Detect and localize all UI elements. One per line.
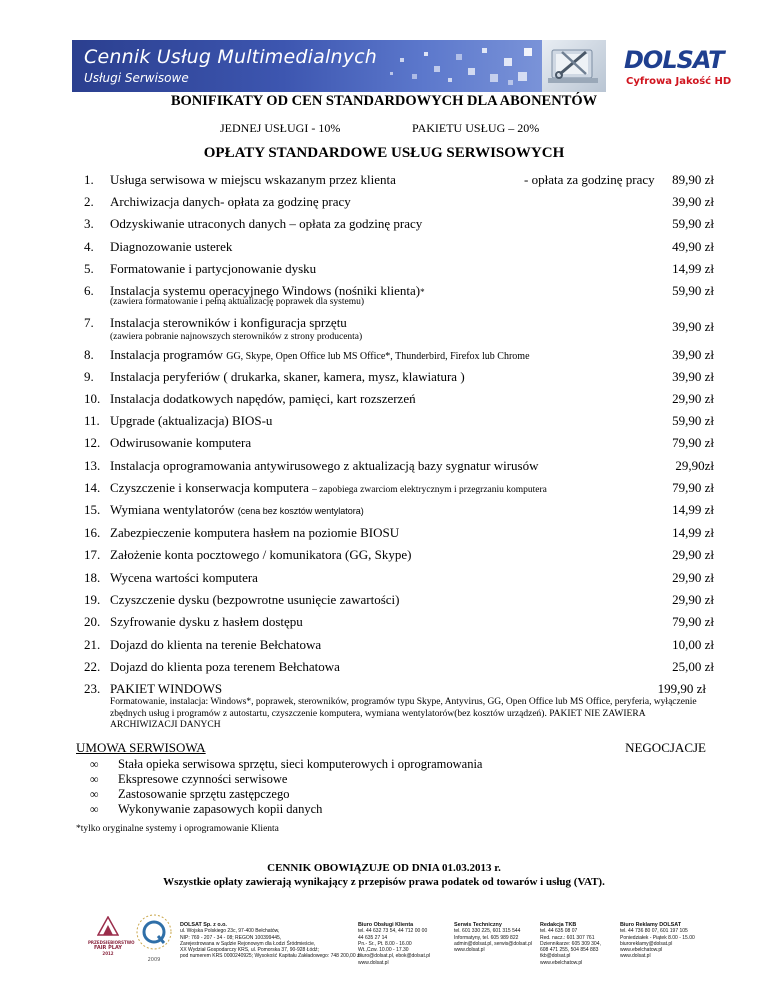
contact-line: www.ebelchatow.pl bbox=[540, 959, 583, 966]
quality-q-icon bbox=[134, 912, 174, 952]
infinity-bullet-icon: ∞ bbox=[90, 802, 99, 816]
service-price: 39,90 zł bbox=[672, 319, 714, 334]
tech-service-title: Serwis Techniczny bbox=[454, 922, 502, 928]
service-detail: (cena bez kosztów wentylatora) bbox=[237, 506, 364, 516]
service-number: 16. bbox=[84, 525, 101, 540]
service-price: 59,90 zł bbox=[672, 413, 714, 428]
service-name: Dojazd do klienta na terenie Bełchatowa bbox=[110, 637, 322, 652]
contact-line: www.dolsat.pl bbox=[358, 959, 389, 966]
contact-line: biuro@dolsat.pl, ebok@dolsat.pl bbox=[358, 953, 431, 960]
logo-tagline: Cyfrowa Jakość HD bbox=[626, 76, 732, 87]
contact-line: Wt.,Czw. 10.00 - 17.30 bbox=[358, 947, 409, 954]
logo-wordmark: DOLSAT bbox=[624, 46, 724, 74]
contact-line: www.ebelchatow.pl bbox=[620, 947, 663, 954]
company-line: Zarejestrowana w Sądzie Rejonowym dla Łodzi Śródmieście, bbox=[180, 940, 316, 947]
service-price: 79,90 zł bbox=[672, 480, 714, 495]
ads-office-title: Biuro Reklamy DOLSAT bbox=[620, 922, 682, 928]
contact-line: tel. 44 635 08 07 bbox=[540, 928, 578, 935]
footnote: *tylko oryginalne systemy i oprogramowanie Klienta bbox=[76, 824, 279, 834]
list-item-text: Stała opieka serwisowa sprzętu, sieci komputerowych i oprogramowania bbox=[118, 757, 483, 771]
service-price: 59,90 zł bbox=[672, 283, 714, 298]
contact-line: tel. 44 736 80 07, 601 197 105 bbox=[620, 928, 688, 935]
company-logo bbox=[606, 40, 732, 92]
contact-line: Informatyny, tel. 605 989 822 bbox=[454, 934, 519, 941]
service-price: 79,90 zł bbox=[672, 435, 714, 450]
banner-title: Cennik Usług Multimedialnych bbox=[84, 46, 378, 68]
contact-line: tel. 601 330 225, 601 315 544 bbox=[454, 928, 521, 935]
service-contract-title: UMOWA SERWISOWA bbox=[76, 740, 206, 755]
service-name: Diagnozowanie usterek bbox=[110, 239, 233, 254]
company-line: XX Wydział Gospodarczy KRS, ul. Pomorska 37, 90-928 Łódź; bbox=[180, 947, 319, 954]
service-number: 2. bbox=[84, 194, 94, 209]
service-number: 9. bbox=[84, 369, 94, 384]
infinity-bullet-icon: ∞ bbox=[90, 772, 99, 786]
editorial-contact bbox=[540, 922, 601, 966]
service-price: 59,90 zł bbox=[672, 216, 714, 231]
header-banner bbox=[72, 40, 732, 92]
service-name: Czyszczenie i konserwacja komputera bbox=[110, 480, 309, 495]
service-number: 18. bbox=[84, 570, 101, 585]
company-line: NIP: 769 - 207 - 34 - 08; REGON 100399445, bbox=[180, 934, 282, 941]
list-item-text: Zastosowanie sprzętu zastępczego bbox=[118, 787, 290, 801]
company-name: DOLSAT Sp. z o.o. bbox=[180, 922, 227, 928]
list-item-text: Wykonywanie zapasowych kopii danych bbox=[118, 802, 323, 816]
service-number: 10. bbox=[84, 391, 101, 406]
contact-line: Pn.- Sr., Pt. 8.00 - 16.00 bbox=[358, 940, 412, 947]
standard-fees-heading: OPŁATY STANDARDOWE USŁUG SERWISOWYCH bbox=[203, 145, 565, 161]
list-item bbox=[90, 802, 482, 817]
service-price: 29,90 zł bbox=[672, 391, 714, 406]
tools-laptop-image bbox=[542, 40, 606, 92]
service-name: Szyfrowanie dysku z hasłem dostępu bbox=[110, 614, 303, 629]
company-line: pod numerem KRS 0000240925; Wysokość Kapitału Zakładowego: 748 200,00 zł bbox=[180, 953, 361, 960]
banner-subtitle: Usługi Serwisowe bbox=[84, 71, 189, 85]
list-item bbox=[90, 772, 482, 787]
list-item bbox=[90, 757, 482, 772]
wrench-screwdriver-icon bbox=[542, 40, 606, 92]
service-asterisk: * bbox=[420, 287, 425, 297]
contact-line: Dziennikarze: 605 309 304, bbox=[540, 940, 601, 947]
service-number: 5. bbox=[84, 261, 94, 276]
service-price: 79,90 zł bbox=[672, 614, 714, 629]
service-name: Instalacja peryferiów ( drukarka, skaner, kamera, mysz, klawiatura ) bbox=[110, 369, 465, 384]
contact-line: biuroreklamy@dolsat.pl bbox=[620, 940, 673, 947]
service-price: 10,00 zł bbox=[672, 637, 714, 652]
infinity-bullet-icon: ∞ bbox=[90, 787, 99, 801]
footer bbox=[88, 912, 720, 974]
service-number: 7. bbox=[84, 315, 94, 330]
service-name: Instalacja programów bbox=[110, 347, 223, 362]
discounts-heading: BONIFIKATY OD CEN STANDARDOWYCH DLA ABONENTÓW bbox=[170, 93, 598, 109]
contact-line: admin@dolsat.pl, serwis@dolsat.pl bbox=[454, 940, 532, 947]
price-list-validity: CENNIK OBOWIĄZUJE OD DNIA 01.03.2013 r. bbox=[267, 862, 501, 874]
service-number: 19. bbox=[84, 592, 101, 607]
service-price: 29,90zł bbox=[675, 458, 714, 473]
service-price: 14,99 zł bbox=[672, 502, 714, 517]
service-detail: GG, Skype, Open Office lub MS Office*, Thunderbird, Firefox lub Chrome bbox=[226, 351, 530, 362]
service-price: 14,99 zł bbox=[672, 261, 714, 276]
service-name: Odzyskiwanie utraconych danych – opłata za godzinę pracy bbox=[110, 216, 423, 231]
service-name: Archiwizacja danych- opłata za godzinę pracy bbox=[110, 194, 351, 209]
service-number: 15. bbox=[84, 502, 101, 517]
service-number: 1. bbox=[84, 172, 94, 187]
fair-play-caption: FAIR PLAY bbox=[93, 945, 123, 951]
service-note: (zawiera formatowanie i pełną aktualizację poprawek dla systemu) bbox=[110, 297, 365, 307]
contact-line: tkb@dolsat.pl bbox=[540, 953, 571, 960]
client-office-title: Biuro Obsługi Klienta bbox=[358, 922, 414, 928]
service-number: 22. bbox=[84, 659, 101, 674]
service-price: 39,90 zł bbox=[672, 194, 714, 209]
fair-play-caption-top: PRZEDSIĘBIORSTWO bbox=[88, 940, 135, 945]
service-name: Instalacja oprogramowania antywirusowego z aktualizacją bazy sygnatur wirusów bbox=[110, 458, 539, 473]
service-name-wrap bbox=[110, 480, 547, 496]
service-price: 14,99 zł bbox=[672, 525, 714, 540]
ads-office-contact bbox=[620, 922, 695, 960]
quality-year: 2009 bbox=[147, 957, 161, 963]
service-name: Formatowanie i partycjonowanie dysku bbox=[110, 261, 317, 276]
service-per-hour-note: - opłata za godzinę pracy bbox=[524, 172, 655, 187]
service-number: 8. bbox=[84, 347, 94, 362]
service-price: 89,90 zł bbox=[672, 172, 714, 187]
tech-service-contact bbox=[454, 922, 532, 953]
contact-line: www.dolsat.pl bbox=[620, 953, 651, 960]
contact-line: Red. nacz.: 601 307 761 bbox=[540, 934, 595, 941]
service-name: Instalacja sterowników i konfiguracja sprzętu bbox=[110, 315, 347, 330]
infinity-bullet-icon: ∞ bbox=[90, 757, 99, 771]
service-price: 49,90 zł bbox=[672, 239, 714, 254]
company-details bbox=[180, 922, 361, 960]
fair-play-emblem-icon bbox=[97, 916, 119, 936]
contact-line: 44 635 27 14 bbox=[358, 934, 388, 941]
service-number: 21. bbox=[84, 637, 101, 652]
service-name: Czyszczenie dysku (bezpowrotne usunięcie zawartości) bbox=[110, 592, 400, 607]
service-number: 14. bbox=[84, 480, 101, 495]
service-number: 20. bbox=[84, 614, 101, 629]
quality-award-logo bbox=[134, 912, 174, 963]
negotiation-label: NEGOCJACJE bbox=[625, 740, 706, 755]
service-name: Usługa serwisowa w miejscu wskazanym przez klienta bbox=[110, 172, 396, 187]
service-name-wrap bbox=[110, 502, 364, 518]
service-price: 29,90 zł bbox=[672, 570, 714, 585]
list-item bbox=[90, 787, 482, 802]
service-name: Instalacja systemu operacyjnego Windows (nośniki klienta) bbox=[110, 283, 421, 298]
company-line: ul. Wojska Polskiego 23c, 97-400 Bełchatów, bbox=[180, 928, 280, 935]
service-number: 13. bbox=[84, 458, 101, 473]
contract-benefits-list bbox=[90, 757, 482, 817]
service-name: Instalacja dodatkowych napędów, pamięci, kart rozszerzeń bbox=[110, 391, 416, 406]
pixel-pattern-decoration bbox=[386, 44, 536, 88]
service-price: 39,90 zł bbox=[672, 369, 714, 384]
service-price: 25,00 zł bbox=[672, 659, 714, 674]
service-name-wrap bbox=[110, 347, 530, 363]
contact-line: 608 471 255, 504 854 883 bbox=[540, 947, 599, 954]
service-name: Odwirusowanie komputera bbox=[110, 435, 252, 450]
service-price: 39,90 zł bbox=[672, 347, 714, 362]
service-number: 4. bbox=[84, 239, 94, 254]
service-number: 12. bbox=[84, 435, 101, 450]
contact-line: www.dolsat.pl bbox=[454, 947, 485, 954]
service-name: PAKIET WINDOWS bbox=[110, 681, 223, 696]
service-number: 11. bbox=[84, 413, 100, 428]
service-price: 29,90 zł bbox=[672, 547, 714, 562]
fair-play-logo bbox=[88, 916, 135, 956]
service-number: 3. bbox=[84, 216, 94, 231]
banner-title-panel bbox=[72, 40, 542, 92]
client-office-contact bbox=[358, 922, 430, 966]
service-name: Dojazd do klienta poza terenem Bełchatowa bbox=[110, 659, 340, 674]
service-name: Upgrade (aktualizacja) BIOS-u bbox=[110, 413, 273, 428]
fair-play-year: 2012 bbox=[102, 951, 114, 956]
service-name: Wymiana wentylatorów bbox=[110, 502, 235, 517]
service-price: 199,90 zł bbox=[657, 681, 706, 696]
service-description: Formatowanie, instalacja: Windows*, poprawek, sterowników, programów typu Skype, Antyvirus, GG, Open Office lub MS Office, peryferia, wyłączenie zbędnych usług i programów z autostartu, czyszczenie komputera, wymiana wentylatorów(bez kosztów urządzeń). PAKIET NIE ZAWIERA ARCHIWIZACJI DANYCH bbox=[110, 697, 697, 730]
service-number: 23. bbox=[84, 681, 101, 696]
service-name: Założenie konta pocztowego / komunikatora (GG, Skype) bbox=[110, 547, 412, 562]
tax-note: Wszystkie opłaty zawierają wynikający z przepisów prawa podatek od towarów i usług (VAT). bbox=[163, 876, 605, 888]
discount-service-package: PAKIETU USŁUG – 20% bbox=[412, 121, 540, 135]
contact-line: Poniedziałek - Piątek 8.00 - 15.00 bbox=[620, 934, 695, 941]
contact-line: tel. 44 632 73 54, 44 712 00 00 bbox=[358, 928, 428, 935]
service-note: (zawiera pobranie najnowszych sterowników z strony producenta) bbox=[110, 332, 363, 342]
service-number: 6. bbox=[84, 283, 94, 298]
service-name: Zabezpieczenie komputera hasłem na poziomie BIOSU bbox=[110, 525, 400, 540]
list-item-text: Ekspresowe czynności serwisowe bbox=[118, 772, 288, 786]
service-name: Wycena wartości komputera bbox=[110, 570, 258, 585]
editorial-title: Redakcja TKB bbox=[540, 922, 577, 928]
service-number: 17. bbox=[84, 547, 101, 562]
service-price: 29,90 zł bbox=[672, 592, 714, 607]
service-detail: – zapobiega zwarciom elektrycznym i przegrzaniu komputera bbox=[312, 485, 547, 495]
discount-single-service: JEDNEJ USŁUGI - 10% bbox=[220, 121, 341, 135]
